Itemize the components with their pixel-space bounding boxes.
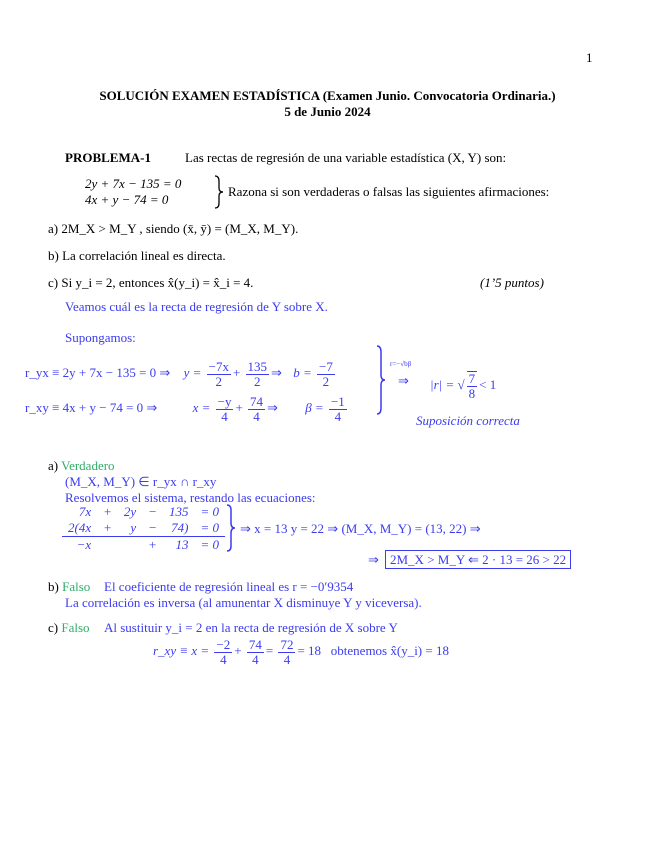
text: |r| =: [430, 377, 455, 392]
text: +: [142, 537, 163, 554]
math-part: [215, 176, 223, 208]
suppose: Supongamos:: [65, 330, 136, 345]
text: La correlación lineal es directa.: [62, 248, 226, 263]
math-part: [214, 638, 232, 667]
item-a: [48, 221, 298, 236]
text: r_yx ≡ 2y + 7x − 135 = 0 ⇒: [25, 365, 171, 380]
text: −7x: [208, 358, 229, 374]
text: 4: [252, 651, 259, 667]
math-part: [329, 395, 347, 424]
brace: [376, 345, 386, 415]
text: 2M_X > M_Y , siendo (x̄, ȳ) = (M_X, M_Y).: [61, 221, 299, 236]
text: +: [103, 520, 112, 535]
implies-label: r=−√bβ: [390, 360, 412, 368]
text: = 18: [297, 643, 322, 658]
brace: [226, 504, 236, 552]
text: < 1: [479, 377, 497, 392]
solution-intro: Veamos cuál es la recta de regresión de Y sobre X.: [65, 299, 328, 314]
text: y: [130, 520, 137, 535]
text: r_xy ≡ 4x + y − 74 = 0 ⇒: [25, 400, 158, 415]
math-part: [377, 346, 385, 414]
text: = 0: [200, 504, 219, 519]
math-part: [62, 504, 225, 553]
text: b =: [293, 365, 312, 380]
instruction: Razona si son verdaderas o falsas las siguientes afirmaciones:: [228, 184, 550, 199]
text: 4: [220, 651, 227, 667]
math-part: [227, 505, 235, 551]
text: obtenemos x̂(y_i) = 18: [330, 643, 449, 658]
math-part: [247, 638, 264, 667]
text: b): [48, 248, 59, 263]
math-part: [248, 395, 265, 424]
text: 135: [247, 358, 268, 374]
text: 74): [171, 520, 189, 535]
text: −2: [216, 636, 231, 652]
text: b): [48, 579, 59, 594]
text: 74: [250, 393, 264, 409]
text: 4: [283, 651, 291, 667]
text: 7: [468, 371, 476, 387]
sol-a-line2: Resolvemos el sistema, restando las ecuaciones:: [65, 490, 316, 505]
equation-2: 4x + y − 74 = 0: [85, 192, 169, 207]
text: y =: [183, 365, 202, 380]
text: 2: [215, 373, 223, 389]
math-part: [207, 360, 231, 389]
equation-1: 2y + 7x − 135 = 0: [85, 176, 182, 191]
text: −x: [62, 537, 97, 554]
text: Falso: [61, 620, 90, 635]
text: −1: [330, 393, 345, 409]
title-line2: 5 de Junio 2024: [284, 104, 371, 119]
brace: [214, 175, 224, 209]
text: Si y_i = 2, entonces x̂(y_i) = x̂_i = 4.: [61, 275, 254, 290]
ryx-line: r_yx ≡ 2y + 7x − 135 = 0 ⇒ y = $\frac{-7x}{2}$ + $\frac{135}{2}$ ⇒ b = $\frac{-7}{2}$: [25, 358, 333, 389]
math-part: [278, 638, 295, 667]
text: −7: [318, 358, 333, 374]
text: 2(4x: [68, 520, 92, 535]
sol-c-text: Al sustituir y_i = 2 en la recta de regresión de X sobre Y: [104, 620, 398, 635]
rxy-line: r_xy ≡ 4x + y − 74 = 0 ⇒ x = $\frac{-y}{4}$ + $\frac{74}{4}$ ⇒ β = $\frac{-1}{4}$: [25, 393, 345, 424]
text: [97, 537, 118, 554]
conclusion: Suposición correcta: [416, 413, 520, 428]
sol-b-text: El coeficiente de regresión lineal es r = −0′9354: [104, 579, 354, 594]
page-number: 1: [586, 50, 593, 65]
implies-arrow: ⇒: [398, 373, 409, 388]
boxed-result: 2M_X > M_Y ⇐ 2 · 13 = 26 > 22: [385, 550, 571, 569]
item-c: [48, 275, 253, 290]
text: 135: [168, 504, 189, 519]
final-arrow: ⇒: [368, 552, 379, 567]
math-part: [62, 504, 225, 553]
text: = 0: [200, 520, 219, 535]
text: 2: [322, 373, 330, 389]
text: 13: [163, 537, 195, 554]
math-part: [216, 395, 234, 424]
text: β =: [305, 400, 324, 415]
abs-r: |r| = √ $\frac{7}{8}$ < 1: [430, 371, 497, 402]
sol-c-label: [48, 620, 90, 635]
text: 4: [334, 408, 342, 424]
text: r_xy ≡ x =: [153, 643, 210, 658]
title-line1: SOLUCIÓN EXAMEN ESTADÍSTICA (Examen Junio. Convocatoria Ordinaria.): [99, 88, 556, 103]
text: 2y: [123, 504, 137, 519]
problem-label: PROBLEMA-1: [65, 150, 151, 165]
text: a): [48, 221, 59, 236]
text: 4: [221, 408, 228, 424]
system-table: [62, 504, 225, 553]
sol-a-result: ⇒ x = 13 y = 22 ⇒ (M_X, M_Y) = (13, 22) ⇒: [240, 521, 481, 536]
text: [118, 537, 142, 554]
math-part: [62, 520, 225, 537]
text: 4: [253, 408, 260, 424]
math-part: [62, 504, 225, 520]
text: −: [148, 520, 157, 535]
text: Verdadero: [61, 458, 115, 473]
sol-a-label: [48, 458, 115, 473]
text: x =: [192, 400, 211, 415]
text: 8: [468, 386, 476, 402]
text: 2: [254, 373, 261, 389]
text: = 0: [194, 537, 225, 554]
math-part: [467, 371, 478, 401]
text: c): [48, 620, 59, 635]
text: a): [48, 458, 59, 473]
math-part: [317, 360, 335, 389]
text: −y: [217, 393, 232, 409]
sol-b-label: [48, 579, 90, 594]
sol-a-line1: (M_X, M_Y) ∈ r_yx ∩ r_xy: [65, 474, 217, 489]
text: −: [148, 504, 157, 519]
item-b: [48, 248, 226, 263]
text: 74: [248, 636, 262, 652]
text: c): [48, 275, 59, 290]
sol-b-line2: La correlación es inversa (al amunentar X disminuye Y y viceversa).: [65, 595, 422, 610]
points: (1’5 puntos): [480, 275, 544, 290]
problem-intro: Las rectas de regresión de una variable estadística (X, Y) son:: [185, 150, 507, 165]
text: Falso: [62, 579, 91, 594]
sol-c-equation: r_xy ≡ x = $\frac{-2}{4}$ + $\frac{74}{4}$ = $\frac{72}{4}$ = 18 obtenemos x̂(y_i) = 18: [153, 636, 449, 667]
text: 72: [280, 636, 294, 652]
math-part: [246, 360, 270, 389]
math-part: [62, 537, 225, 554]
text: 7x: [78, 504, 92, 519]
text: +: [103, 504, 112, 519]
